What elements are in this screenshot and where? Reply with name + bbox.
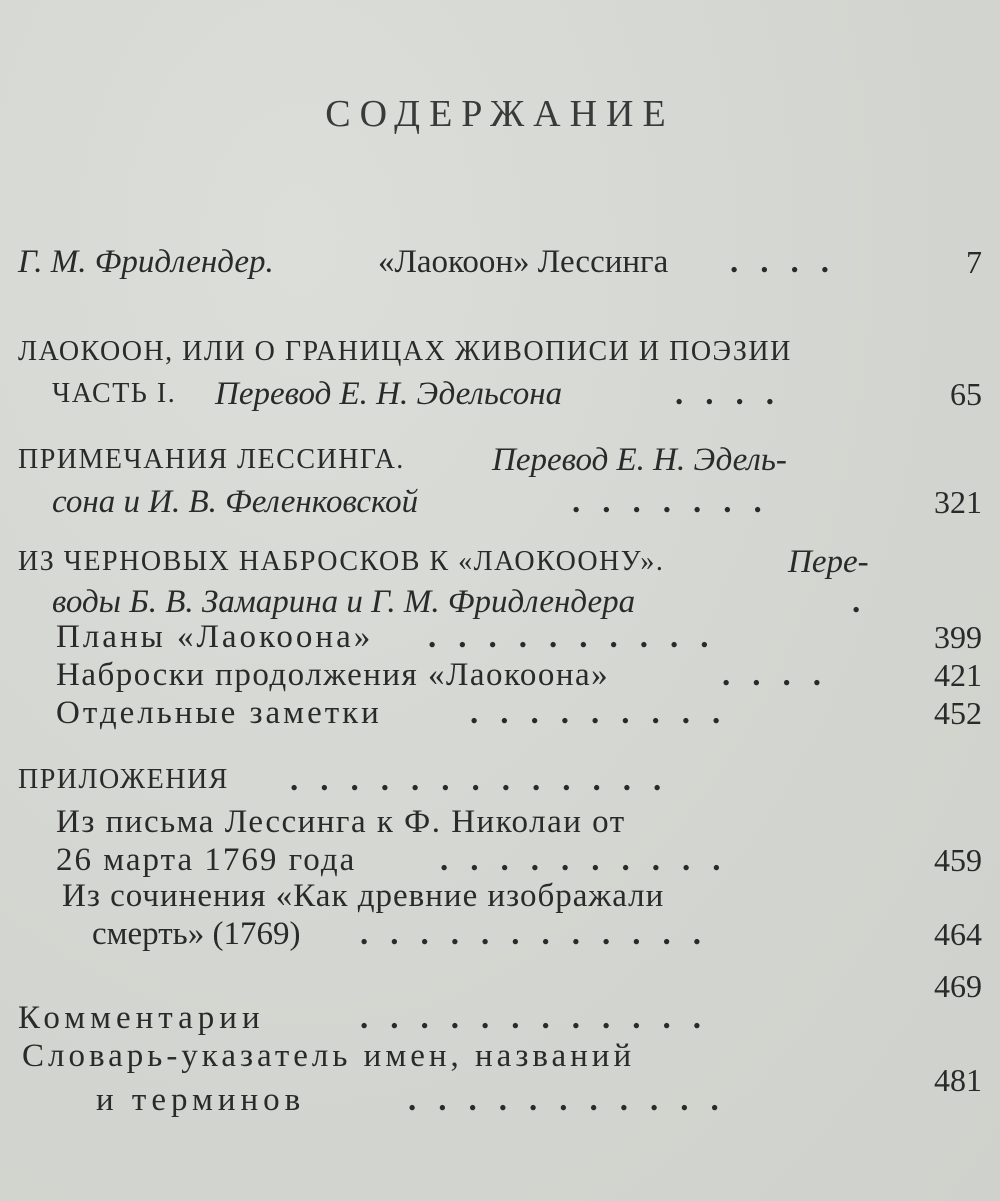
toc-subentry bbox=[0, 691, 1000, 735]
dot-leader: ......... bbox=[470, 695, 743, 731]
toc-entry-title: Комментарии bbox=[18, 1000, 265, 1036]
toc-entry-title: Словарь-указатель имен, названий bbox=[22, 1038, 636, 1074]
toc-entry-translator: Пере- bbox=[788, 544, 869, 580]
dot-leader: .... bbox=[722, 657, 843, 693]
toc-entry-title: ЛАОКООН, ИЛИ О ГРАНИЦАХ ЖИВОПИСИ И ПОЭЗИИ bbox=[18, 336, 792, 367]
toc-entry-translator: Перевод Е. Н. Эдель- bbox=[492, 442, 787, 478]
toc-entry-translator: воды Б. В. Замарина и Г. М. Фридлендера bbox=[52, 584, 636, 620]
toc-entry-notes-cont bbox=[0, 480, 1000, 524]
toc-entry-title: ПРИМЕЧАНИЯ ЛЕССИНГА. bbox=[18, 444, 405, 475]
toc-subentry-title: Отдельные заметки bbox=[56, 695, 382, 731]
page-title: СОДЕРЖАНИЕ bbox=[325, 93, 675, 135]
page-number: 464 bbox=[934, 916, 982, 952]
page-number: 399 bbox=[934, 619, 982, 655]
toc-entry-title: и терминов bbox=[96, 1082, 306, 1118]
toc-entry-title: «Лаокоон» Лессинга bbox=[378, 244, 669, 280]
page-number: 459 bbox=[934, 842, 982, 878]
toc-entry-laocoon bbox=[0, 330, 1000, 374]
toc-subentry-cont bbox=[0, 912, 1000, 956]
dot-leader: .......... bbox=[428, 619, 731, 655]
toc-subentry-title: 26 марта 1769 года bbox=[56, 842, 357, 878]
dot-leader: ............. bbox=[290, 762, 684, 798]
dot-leader: .... bbox=[675, 376, 796, 412]
toc-entry-translator: Перевод Е. Н. Эдельсона bbox=[215, 376, 563, 412]
toc-entry-intro bbox=[0, 240, 1000, 284]
toc-subentry-title: Планы «Лаокоона» bbox=[56, 619, 374, 655]
page-number: 452 bbox=[934, 695, 982, 731]
toc-entry-title: ИЗ ЧЕРНОВЫХ НАБРОСКОВ К «ЛАОКООНУ». bbox=[18, 546, 665, 577]
toc-entry-notes bbox=[0, 438, 1000, 482]
toc-subentry-title: смерть» (1769) bbox=[92, 916, 301, 952]
toc-subentry-title: Наброски продолжения «Лаокоона» bbox=[56, 657, 610, 693]
page-number: 481 bbox=[934, 1062, 982, 1098]
toc-entry-title: ПРИЛОЖЕНИЯ bbox=[18, 764, 229, 795]
page-number: 7 bbox=[966, 244, 982, 280]
toc-entry-part: ЧАСТЬ I. bbox=[52, 378, 177, 409]
toc-subentry-title: Из письма Лессинга к Ф. Николаи от bbox=[56, 804, 626, 840]
toc-entry-laocoon-part bbox=[0, 372, 1000, 416]
toc-entry-index-cont bbox=[0, 1078, 1000, 1122]
dot-leader: .......... bbox=[440, 842, 743, 878]
dot-leader: .... bbox=[730, 244, 851, 280]
page-number: 421 bbox=[934, 657, 982, 693]
toc-entry-author: Г. М. Фридлендер. bbox=[18, 244, 274, 280]
dot-leader: ............ bbox=[360, 916, 723, 952]
toc-subentry-title: Из сочинения «Как древние изображали bbox=[62, 878, 665, 914]
dot-leader: . bbox=[852, 584, 883, 620]
page-number: 469 bbox=[934, 968, 982, 1004]
toc-entry-translator: сона и И. В. Феленковской bbox=[52, 484, 419, 520]
dot-leader: ............ bbox=[360, 1000, 723, 1036]
dot-leader: ....... bbox=[572, 484, 784, 520]
toc-entry-appendix bbox=[0, 758, 1000, 802]
toc-entry-drafts bbox=[0, 540, 1000, 584]
page-number: 321 bbox=[934, 484, 982, 520]
page-number: 65 bbox=[950, 376, 982, 412]
dot-leader: ........... bbox=[408, 1082, 741, 1118]
